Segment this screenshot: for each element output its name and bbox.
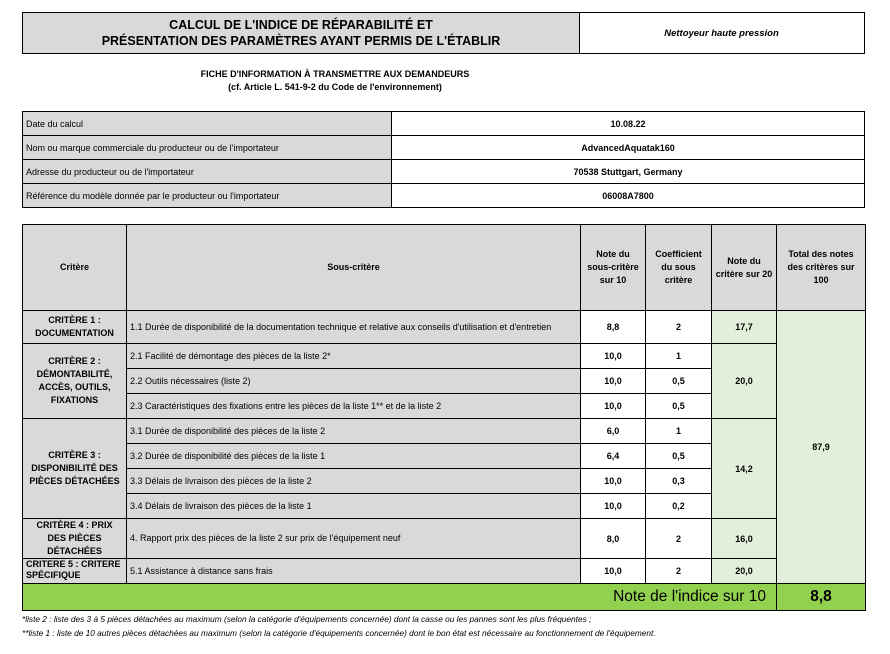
info-row bbox=[23, 160, 865, 184]
info-value: AdvancedAquatak160 bbox=[392, 136, 865, 160]
subcriterion-label: 4. Rapport prix des pièces de la liste 2 sur prix de l'équipement neuf bbox=[127, 519, 581, 559]
subcriterion-note: 10,0 bbox=[581, 469, 646, 494]
subcriterion-coef: 2 bbox=[646, 559, 712, 584]
subcriterion-label: 1.1 Durée de disponibilité de la documentation technique et relative aux conseils d'utilisation et d'entretien bbox=[127, 311, 581, 344]
subcriterion-note: 10,0 bbox=[581, 494, 646, 519]
criterion-note20: 20,0 bbox=[712, 344, 777, 419]
subcriterion-note: 10,0 bbox=[581, 559, 646, 584]
criteria-table bbox=[22, 224, 866, 611]
subcriterion-coef: 2 bbox=[646, 311, 712, 344]
final-row bbox=[23, 584, 866, 611]
criterion-name: CRITÈRE 3 : DISPONIBILITÉ DES PIÈCES DÉTACHÉES bbox=[23, 419, 127, 519]
subcriterion-coef: 0,5 bbox=[646, 394, 712, 419]
subcriterion-note: 8,0 bbox=[581, 519, 646, 559]
info-label: Date du calcul bbox=[23, 112, 392, 136]
subcriterion-label: 3.2 Durée de disponibilité des pièces de la liste 1 bbox=[127, 444, 581, 469]
subcriterion-label: 2.1 Facilité de démontage des pièces de la liste 2* bbox=[127, 344, 581, 369]
subcriterion-note: 8,8 bbox=[581, 311, 646, 344]
footnote-2: **liste 1 : liste de 10 autres pièces détachées au maximum (selon la catégorie d'équipements concernée) dont le bon état est nécessaire au fonctionnement de l'équipement. bbox=[22, 628, 656, 638]
subcriterion-note: 10,0 bbox=[581, 394, 646, 419]
subcriterion-coef: 0,2 bbox=[646, 494, 712, 519]
criterion-name: CRITERE 5 : CRITERE SPÉCIFIQUE bbox=[23, 559, 127, 584]
header-critere: Critère bbox=[23, 225, 127, 311]
subcriterion-coef: 1 bbox=[646, 419, 712, 444]
table-row bbox=[23, 559, 866, 584]
info-row bbox=[23, 136, 865, 160]
product-type: Nettoyeur haute pression bbox=[579, 12, 865, 54]
subcriterion-label: 2.3 Caractéristiques des fixations entre les pièces de la liste 1** et de la liste 2 bbox=[127, 394, 581, 419]
subcriterion-note: 10,0 bbox=[581, 344, 646, 369]
title-line-1: CALCUL DE L'INDICE DE RÉPARABILITÉ ET bbox=[169, 18, 433, 32]
header-note20: Note du critère sur 20 bbox=[712, 225, 777, 311]
subcriterion-note: 6,4 bbox=[581, 444, 646, 469]
subcriterion-label: 3.1 Durée de disponibilité des pièces de la liste 2 bbox=[127, 419, 581, 444]
subcriterion-label: 3.4 Délais de livraison des pièces de la liste 1 bbox=[127, 494, 581, 519]
fiche-line-2: (cf. Article L. 541-9-2 du Code de l'environnement) bbox=[228, 82, 442, 92]
final-value: 8,8 bbox=[777, 584, 866, 611]
subcriterion-coef: 0,5 bbox=[646, 444, 712, 469]
header-coef: Coefficient du sous critère bbox=[646, 225, 712, 311]
table-row bbox=[23, 311, 866, 344]
subcriterion-label: 2.2 Outils nécessaires (liste 2) bbox=[127, 369, 581, 394]
info-value: 10.08.22 bbox=[392, 112, 865, 136]
header-row bbox=[23, 225, 866, 311]
subcriterion-note: 10,0 bbox=[581, 369, 646, 394]
subcriterion-coef: 0,3 bbox=[646, 469, 712, 494]
criterion-name: CRITÈRE 2 : DÉMONTABILITÉ, ACCÈS, OUTILS, FIXATIONS bbox=[23, 344, 127, 419]
criterion-note20: 20,0 bbox=[712, 559, 777, 584]
header-note10: Note du sous-critère sur 10 bbox=[581, 225, 646, 311]
table-row bbox=[23, 344, 866, 369]
footnote-1: *liste 2 : liste des 3 à 5 pièces détachées au maximum (selon la catégorie d'équipements concernée) dont la casse ou les pannes sont les plus fréquentes ; bbox=[22, 614, 592, 624]
info-label: Référence du modèle donnée par le producteur ou l'importateur bbox=[23, 184, 392, 208]
info-label: Adresse du producteur ou de l'importateur bbox=[23, 160, 392, 184]
criterion-name: CRITÈRE 1 : DOCUMENTATION bbox=[23, 311, 127, 344]
subcriterion-label: 3.3 Délais de livraison des pièces de la liste 2 bbox=[127, 469, 581, 494]
subcriterion-coef: 2 bbox=[646, 519, 712, 559]
info-label: Nom ou marque commerciale du producteur ou de l'importateur bbox=[23, 136, 392, 160]
subcriterion-coef: 1 bbox=[646, 344, 712, 369]
title-line-2: PRÉSENTATION DES PARAMÈTRES AYANT PERMIS DE L'ÉTABLIR bbox=[101, 34, 501, 48]
header-sous-critere: Sous-critère bbox=[127, 225, 581, 311]
info-value: 06008A7800 bbox=[392, 184, 865, 208]
subcriterion-coef: 0,5 bbox=[646, 369, 712, 394]
subcriterion-label: 5.1 Assistance à distance sans frais bbox=[127, 559, 581, 584]
total-score: 87,9 bbox=[777, 311, 866, 584]
fiche-heading bbox=[0, 68, 670, 94]
fiche-line-1: FICHE D'INFORMATION À TRANSMETTRE AUX DEMANDEURS bbox=[200, 69, 470, 79]
table-row bbox=[23, 419, 866, 444]
info-row bbox=[23, 184, 865, 208]
header-total: Total des notes des critères sur 100 bbox=[777, 225, 866, 311]
info-row bbox=[23, 112, 865, 136]
criterion-note20: 17,7 bbox=[712, 311, 777, 344]
subcriterion-note: 6,0 bbox=[581, 419, 646, 444]
info-value: 70538 Stuttgart, Germany bbox=[392, 160, 865, 184]
info-table bbox=[22, 111, 865, 208]
table-row bbox=[23, 519, 866, 559]
criterion-note20: 16,0 bbox=[712, 519, 777, 559]
final-label: Note de l'indice sur 10 bbox=[23, 584, 777, 611]
criterion-note20: 14,2 bbox=[712, 419, 777, 519]
document-title bbox=[22, 12, 580, 54]
criterion-name: CRITÈRE 4 : PRIX DES PIÈCES DÉTACHÉES bbox=[23, 519, 127, 559]
